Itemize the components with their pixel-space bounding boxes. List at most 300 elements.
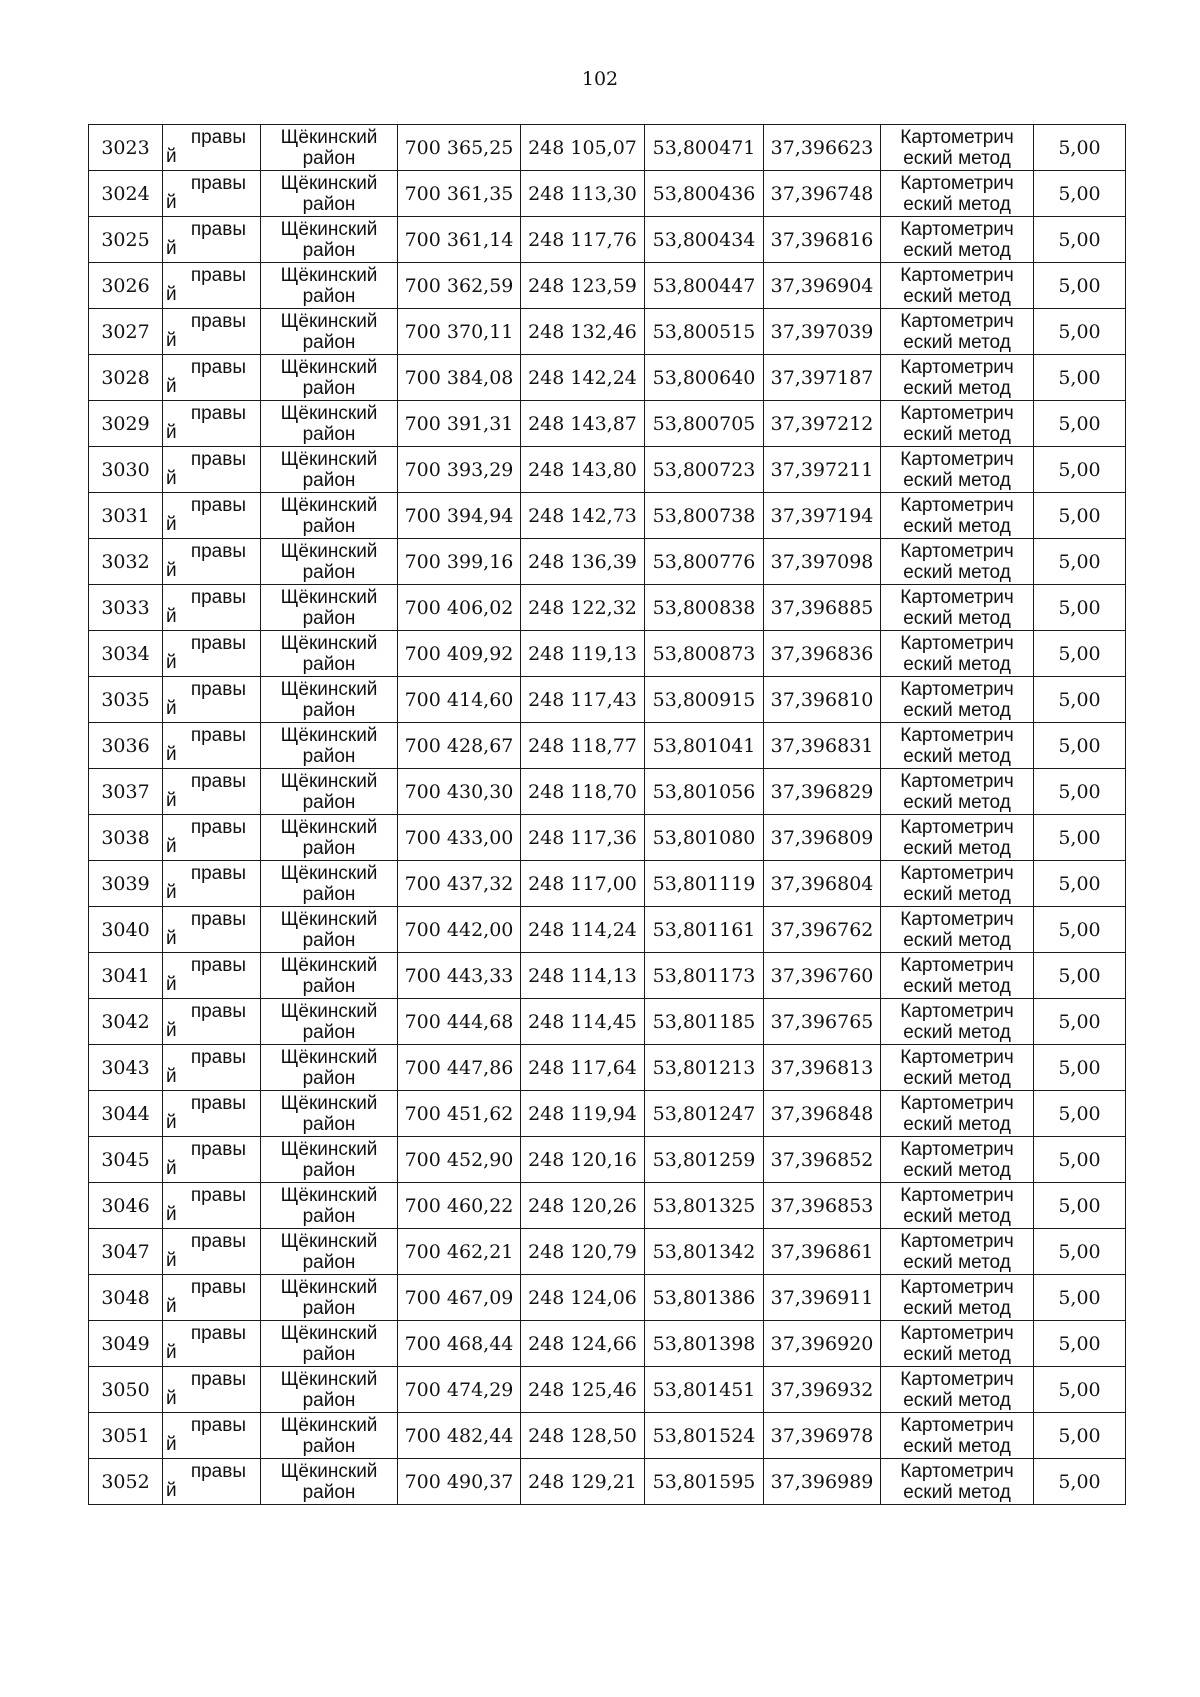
bank-side-text-bottom: й (166, 928, 177, 949)
x-coordinate-cell: 700 361,14 (398, 217, 521, 263)
method-cell (881, 309, 1034, 355)
method-cell (881, 769, 1034, 815)
method-cell (881, 1183, 1034, 1229)
bank-side-text-bottom: й (166, 1480, 177, 1501)
x-coordinate-cell: 700 414,60 (398, 677, 521, 723)
bank-side-cell (163, 1183, 261, 1229)
latitude-cell: 53,801041 (645, 723, 764, 769)
x-coordinate-cell: 700 462,21 (398, 1229, 521, 1275)
district-line-2: район (302, 1251, 356, 1273)
latitude-cell: 53,801213 (645, 1045, 764, 1091)
bank-side-cell (163, 907, 261, 953)
point-number-cell: 3048 (89, 1275, 163, 1321)
method-cell (881, 1459, 1034, 1505)
district-cell (261, 861, 398, 907)
bank-side-cell (163, 999, 261, 1045)
page-number: 102 (581, 68, 619, 90)
district-line-1: Щёкинский (280, 954, 378, 976)
latitude-cell: 53,801056 (645, 769, 764, 815)
latitude-cell: 53,800723 (645, 447, 764, 493)
latitude-cell: 53,800738 (645, 493, 764, 539)
district-line-2: район (302, 837, 356, 859)
bank-side-text-top: правы (190, 725, 246, 746)
method-cell (881, 1091, 1034, 1137)
point-number-cell: 3025 (89, 217, 163, 263)
district-cell (261, 723, 398, 769)
bank-side-text-top: правы (190, 311, 246, 332)
point-number-cell: 3031 (89, 493, 163, 539)
method-line-1: Картометрич (900, 678, 1014, 700)
district-line-1: Щёкинский (280, 1230, 378, 1252)
x-coordinate-cell: 700 430,30 (398, 769, 521, 815)
district-line-1: Щёкинский (280, 632, 378, 654)
district-line-1: Щёкинский (280, 586, 378, 608)
district-cell (261, 815, 398, 861)
x-coordinate-cell: 700 474,29 (398, 1367, 521, 1413)
district-line-1: Щёкинский (280, 494, 378, 516)
latitude-cell: 53,800515 (645, 309, 764, 355)
method-line-2: еский метод (903, 1113, 1011, 1135)
y-coordinate-cell: 248 119,13 (521, 631, 645, 677)
x-coordinate-cell: 700 406,02 (398, 585, 521, 631)
method-cell (881, 493, 1034, 539)
point-number-cell: 3026 (89, 263, 163, 309)
district-line-2: район (302, 561, 356, 583)
point-number-cell: 3051 (89, 1413, 163, 1459)
point-number-cell: 3046 (89, 1183, 163, 1229)
accuracy-cell: 5,00 (1034, 1229, 1126, 1275)
y-coordinate-cell: 248 117,00 (521, 861, 645, 907)
table-row (89, 723, 1126, 769)
bank-side-text-bottom: й (166, 1342, 177, 1363)
longitude-cell: 37,396760 (764, 953, 881, 999)
method-line-2: еский метод (903, 837, 1011, 859)
table-row (89, 401, 1126, 447)
method-line-2: еский метод (903, 239, 1011, 261)
method-line-1: Картометрич (900, 356, 1014, 378)
district-line-2: район (302, 285, 356, 307)
method-line-1: Картометрич (900, 218, 1014, 240)
district-line-2: район (302, 1389, 356, 1411)
point-number-cell: 3038 (89, 815, 163, 861)
point-number-cell: 3037 (89, 769, 163, 815)
bank-side-cell (163, 539, 261, 585)
y-coordinate-cell: 248 124,66 (521, 1321, 645, 1367)
bank-side-cell (163, 723, 261, 769)
table-row (89, 1045, 1126, 1091)
table-row (89, 1321, 1126, 1367)
x-coordinate-cell: 700 468,44 (398, 1321, 521, 1367)
method-cell (881, 1321, 1034, 1367)
district-line-2: район (302, 745, 356, 767)
point-number-cell: 3036 (89, 723, 163, 769)
district-line-2: район (302, 1021, 356, 1043)
bank-side-cell (163, 263, 261, 309)
point-number-cell: 3034 (89, 631, 163, 677)
method-cell (881, 723, 1034, 769)
point-number-cell: 3050 (89, 1367, 163, 1413)
bank-side-text-bottom: й (166, 974, 177, 995)
accuracy-cell: 5,00 (1034, 1459, 1126, 1505)
x-coordinate-cell: 700 443,33 (398, 953, 521, 999)
longitude-cell: 37,396762 (764, 907, 881, 953)
table-row (89, 815, 1126, 861)
latitude-cell: 53,800705 (645, 401, 764, 447)
bank-side-cell (163, 1413, 261, 1459)
longitude-cell: 37,396836 (764, 631, 881, 677)
method-line-2: еский метод (903, 147, 1011, 169)
longitude-cell: 37,396978 (764, 1413, 881, 1459)
method-cell (881, 631, 1034, 677)
table-row (89, 677, 1126, 723)
accuracy-cell: 5,00 (1034, 1275, 1126, 1321)
method-line-1: Картометрич (900, 540, 1014, 562)
y-coordinate-cell: 248 117,76 (521, 217, 645, 263)
accuracy-cell: 5,00 (1034, 999, 1126, 1045)
method-cell (881, 171, 1034, 217)
bank-side-text-bottom: й (166, 238, 177, 259)
method-line-2: еский метод (903, 653, 1011, 675)
accuracy-cell: 5,00 (1034, 769, 1126, 815)
bank-side-text-bottom: й (166, 284, 177, 305)
bank-side-cell (163, 815, 261, 861)
method-cell (881, 217, 1034, 263)
accuracy-cell: 5,00 (1034, 493, 1126, 539)
bank-side-text-top: правы (190, 817, 246, 838)
district-line-2: район (302, 929, 356, 951)
method-cell (881, 907, 1034, 953)
method-line-1: Картометрич (900, 724, 1014, 746)
method-cell (881, 999, 1034, 1045)
method-line-1: Картометрич (900, 1092, 1014, 1114)
y-coordinate-cell: 248 143,87 (521, 401, 645, 447)
district-line-1: Щёкинский (280, 678, 378, 700)
latitude-cell: 53,800471 (645, 125, 764, 171)
district-line-2: район (302, 1481, 356, 1503)
bank-side-cell (163, 1459, 261, 1505)
district-cell (261, 1045, 398, 1091)
x-coordinate-cell: 700 370,11 (398, 309, 521, 355)
latitude-cell: 53,800838 (645, 585, 764, 631)
table-row (89, 999, 1126, 1045)
bank-side-text-top: правы (190, 633, 246, 654)
bank-side-text-top: правы (190, 1415, 246, 1436)
latitude-cell: 53,800436 (645, 171, 764, 217)
bank-side-text-top: правы (190, 357, 246, 378)
bank-side-text-top: правы (190, 1139, 246, 1160)
longitude-cell: 37,396861 (764, 1229, 881, 1275)
longitude-cell: 37,397187 (764, 355, 881, 401)
bank-side-text-top: правы (190, 265, 246, 286)
method-cell (881, 539, 1034, 585)
district-line-2: район (302, 653, 356, 675)
district-cell (261, 953, 398, 999)
bank-side-text-top: правы (190, 173, 246, 194)
y-coordinate-cell: 248 113,30 (521, 171, 645, 217)
table-body (89, 125, 1126, 1505)
x-coordinate-cell: 700 391,31 (398, 401, 521, 447)
district-cell (261, 999, 398, 1045)
method-line-1: Картометрич (900, 1368, 1014, 1390)
method-line-1: Картометрич (900, 402, 1014, 424)
longitude-cell: 37,396932 (764, 1367, 881, 1413)
method-line-2: еский метод (903, 1389, 1011, 1411)
bank-side-cell (163, 401, 261, 447)
table-row (89, 1183, 1126, 1229)
point-number-cell: 3040 (89, 907, 163, 953)
method-line-2: еский метод (903, 975, 1011, 997)
district-cell (261, 263, 398, 309)
point-number-cell: 3045 (89, 1137, 163, 1183)
district-line-1: Щёкинский (280, 1184, 378, 1206)
x-coordinate-cell: 700 442,00 (398, 907, 521, 953)
method-line-1: Картометрич (900, 1230, 1014, 1252)
bank-side-text-bottom: й (166, 1204, 177, 1225)
accuracy-cell: 5,00 (1034, 677, 1126, 723)
bank-side-text-top: правы (190, 449, 246, 470)
bank-side-cell (163, 1137, 261, 1183)
table-row (89, 769, 1126, 815)
method-line-2: еский метод (903, 1481, 1011, 1503)
bank-side-text-top: правы (190, 771, 246, 792)
district-line-2: район (302, 239, 356, 261)
method-cell (881, 861, 1034, 907)
accuracy-cell: 5,00 (1034, 125, 1126, 171)
y-coordinate-cell: 248 114,24 (521, 907, 645, 953)
district-line-1: Щёкинский (280, 264, 378, 286)
bank-side-text-top: правы (190, 1231, 246, 1252)
latitude-cell: 53,801259 (645, 1137, 764, 1183)
table-row (89, 1275, 1126, 1321)
bank-side-text-bottom: й (166, 1112, 177, 1133)
district-cell (261, 1321, 398, 1367)
bank-side-text-bottom: й (166, 1388, 177, 1409)
bank-side-text-top: правы (190, 495, 246, 516)
district-cell (261, 401, 398, 447)
latitude-cell: 53,800447 (645, 263, 764, 309)
district-cell (261, 539, 398, 585)
bank-side-text-top: правы (190, 1093, 246, 1114)
bank-side-text-top: правы (190, 1185, 246, 1206)
bank-side-text-bottom: й (166, 560, 177, 581)
bank-side-cell (163, 769, 261, 815)
y-coordinate-cell: 248 114,45 (521, 999, 645, 1045)
table-row (89, 1367, 1126, 1413)
district-cell (261, 677, 398, 723)
longitude-cell: 37,396885 (764, 585, 881, 631)
latitude-cell: 53,801325 (645, 1183, 764, 1229)
bank-side-cell (163, 447, 261, 493)
district-line-1: Щёкинский (280, 908, 378, 930)
bank-side-text-top: правы (190, 541, 246, 562)
latitude-cell: 53,800640 (645, 355, 764, 401)
method-line-2: еский метод (903, 1251, 1011, 1273)
y-coordinate-cell: 248 123,59 (521, 263, 645, 309)
method-line-1: Картометрич (900, 862, 1014, 884)
bank-side-text-bottom: й (166, 882, 177, 903)
method-line-1: Картометрич (900, 770, 1014, 792)
latitude-cell: 53,801386 (645, 1275, 764, 1321)
district-cell (261, 1091, 398, 1137)
bank-side-text-top: правы (190, 1001, 246, 1022)
table-row (89, 1091, 1126, 1137)
x-coordinate-cell: 700 437,32 (398, 861, 521, 907)
longitude-cell: 37,396848 (764, 1091, 881, 1137)
method-cell (881, 355, 1034, 401)
district-line-2: район (302, 791, 356, 813)
latitude-cell: 53,800915 (645, 677, 764, 723)
latitude-cell: 53,800873 (645, 631, 764, 677)
district-line-2: район (302, 469, 356, 491)
table-row (89, 171, 1126, 217)
district-line-1: Щёкинский (280, 816, 378, 838)
district-cell (261, 907, 398, 953)
x-coordinate-cell: 700 452,90 (398, 1137, 521, 1183)
y-coordinate-cell: 248 118,70 (521, 769, 645, 815)
accuracy-cell: 5,00 (1034, 1091, 1126, 1137)
y-coordinate-cell: 248 142,73 (521, 493, 645, 539)
bank-side-cell (163, 1045, 261, 1091)
bank-side-cell (163, 309, 261, 355)
y-coordinate-cell: 248 120,79 (521, 1229, 645, 1275)
district-line-2: район (302, 331, 356, 353)
point-number-cell: 3023 (89, 125, 163, 171)
method-line-1: Картометрич (900, 1138, 1014, 1160)
district-cell (261, 1229, 398, 1275)
y-coordinate-cell: 248 142,24 (521, 355, 645, 401)
bank-side-text-bottom: й (166, 1434, 177, 1455)
y-coordinate-cell: 248 128,50 (521, 1413, 645, 1459)
method-line-2: еский метод (903, 745, 1011, 767)
method-line-1: Картометрич (900, 908, 1014, 930)
method-line-2: еский метод (903, 285, 1011, 307)
bank-side-text-top: правы (190, 1369, 246, 1390)
district-line-2: район (302, 1067, 356, 1089)
latitude-cell: 53,801595 (645, 1459, 764, 1505)
y-coordinate-cell: 248 143,80 (521, 447, 645, 493)
longitude-cell: 37,397039 (764, 309, 881, 355)
bank-side-text-bottom: й (166, 1020, 177, 1041)
method-cell (881, 677, 1034, 723)
y-coordinate-cell: 248 117,36 (521, 815, 645, 861)
accuracy-cell: 5,00 (1034, 263, 1126, 309)
accuracy-cell: 5,00 (1034, 1413, 1126, 1459)
bank-side-text-bottom: й (166, 836, 177, 857)
accuracy-cell: 5,00 (1034, 1367, 1126, 1413)
method-cell (881, 953, 1034, 999)
method-cell (881, 447, 1034, 493)
table-row (89, 1137, 1126, 1183)
method-cell (881, 1229, 1034, 1275)
district-line-1: Щёкинский (280, 448, 378, 470)
method-line-1: Картометрич (900, 586, 1014, 608)
bank-side-text-bottom: й (166, 1250, 177, 1271)
bank-side-text-bottom: й (166, 422, 177, 443)
district-line-1: Щёкинский (280, 862, 378, 884)
longitude-cell: 37,397211 (764, 447, 881, 493)
x-coordinate-cell: 700 399,16 (398, 539, 521, 585)
bank-side-cell (163, 125, 261, 171)
method-line-2: еский метод (903, 331, 1011, 353)
longitude-cell: 37,397212 (764, 401, 881, 447)
y-coordinate-cell: 248 129,21 (521, 1459, 645, 1505)
point-number-cell: 3033 (89, 585, 163, 631)
table-row (89, 355, 1126, 401)
y-coordinate-cell: 248 122,32 (521, 585, 645, 631)
method-line-1: Картометрич (900, 1000, 1014, 1022)
district-cell (261, 171, 398, 217)
y-coordinate-cell: 248 124,06 (521, 1275, 645, 1321)
table-row (89, 1229, 1126, 1275)
district-line-1: Щёкинский (280, 1322, 378, 1344)
district-line-1: Щёкинский (280, 402, 378, 424)
point-number-cell: 3039 (89, 861, 163, 907)
x-coordinate-cell: 700 365,25 (398, 125, 521, 171)
method-cell (881, 1413, 1034, 1459)
table-row (89, 447, 1126, 493)
latitude-cell: 53,801398 (645, 1321, 764, 1367)
bank-side-text-top: правы (190, 587, 246, 608)
bank-side-text-top: правы (190, 863, 246, 884)
table-row (89, 861, 1126, 907)
x-coordinate-cell: 700 394,94 (398, 493, 521, 539)
y-coordinate-cell: 248 118,77 (521, 723, 645, 769)
method-line-2: еский метод (903, 469, 1011, 491)
bank-side-cell (163, 861, 261, 907)
district-cell (261, 125, 398, 171)
district-line-2: район (302, 883, 356, 905)
longitude-cell: 37,396852 (764, 1137, 881, 1183)
coordinates-table (88, 124, 1126, 1505)
latitude-cell: 53,800434 (645, 217, 764, 263)
longitude-cell: 37,397194 (764, 493, 881, 539)
accuracy-cell: 5,00 (1034, 1321, 1126, 1367)
district-line-2: район (302, 1343, 356, 1365)
method-line-2: еский метод (903, 1159, 1011, 1181)
bank-side-text-top: правы (190, 1277, 246, 1298)
longitude-cell: 37,396809 (764, 815, 881, 861)
bank-side-text-bottom: й (166, 744, 177, 765)
method-line-2: еский метод (903, 193, 1011, 215)
point-number-cell: 3030 (89, 447, 163, 493)
method-line-2: еский метод (903, 1021, 1011, 1043)
district-line-2: район (302, 423, 356, 445)
latitude-cell: 53,801161 (645, 907, 764, 953)
method-line-1: Картометрич (900, 310, 1014, 332)
method-line-1: Картометрич (900, 1276, 1014, 1298)
method-line-2: еский метод (903, 1435, 1011, 1457)
longitude-cell: 37,396831 (764, 723, 881, 769)
y-coordinate-cell: 248 117,43 (521, 677, 645, 723)
bank-side-cell (163, 1321, 261, 1367)
y-coordinate-cell: 248 120,16 (521, 1137, 645, 1183)
x-coordinate-cell: 700 409,92 (398, 631, 521, 677)
district-cell (261, 217, 398, 263)
bank-side-text-bottom: й (166, 376, 177, 397)
table-row (89, 493, 1126, 539)
district-cell (261, 1183, 398, 1229)
x-coordinate-cell: 700 393,29 (398, 447, 521, 493)
table-row (89, 263, 1126, 309)
x-coordinate-cell: 700 433,00 (398, 815, 521, 861)
longitude-cell: 37,396920 (764, 1321, 881, 1367)
longitude-cell: 37,396829 (764, 769, 881, 815)
bank-side-cell (163, 493, 261, 539)
method-line-2: еский метод (903, 1297, 1011, 1319)
accuracy-cell: 5,00 (1034, 171, 1126, 217)
method-cell (881, 263, 1034, 309)
latitude-cell: 53,801451 (645, 1367, 764, 1413)
